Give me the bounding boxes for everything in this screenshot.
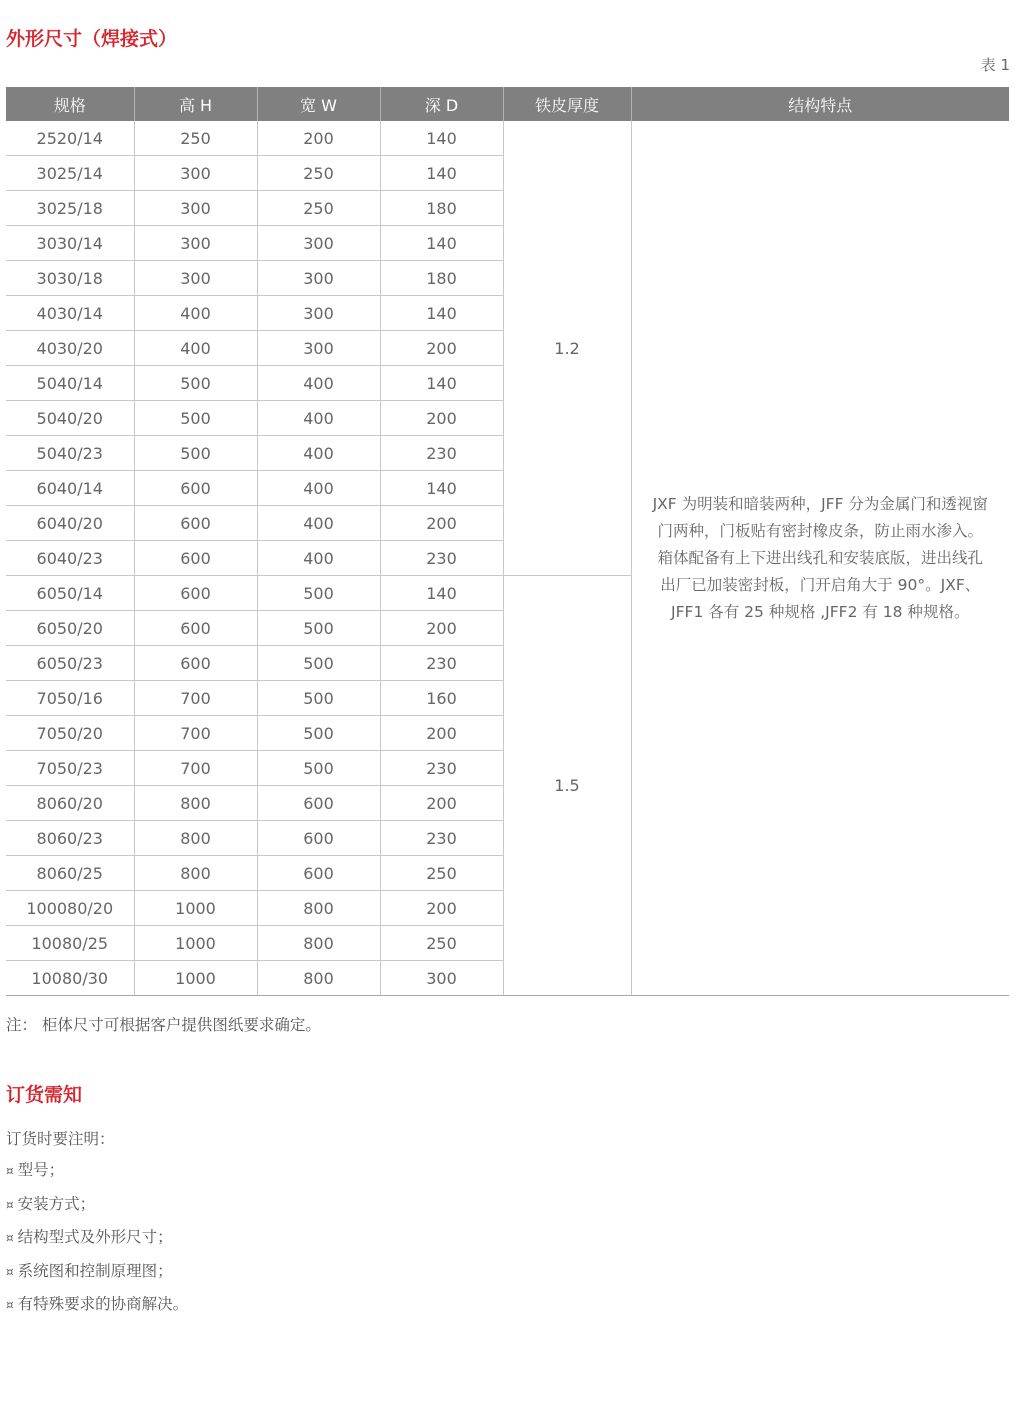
cell-depth: 200: [380, 401, 503, 436]
cell-width: 400: [257, 471, 380, 506]
cell-width: 800: [257, 961, 380, 996]
cell-thickness: 1.2: [503, 121, 631, 576]
cell-spec: 7050/23: [6, 751, 134, 786]
header-height: 高 H: [134, 87, 257, 121]
table-row: [6, 121, 1009, 156]
cell-height: 600: [134, 576, 257, 611]
cell-features: JXF 为明装和暗装两种，JFF 分为金属门和透视窗门两种，门板贴有密封橡皮条，防止雨水渗入。箱体配备有上下进出线孔和安装底版，进出线孔出厂已加装密封板，门开启角大于 90°。JXF、JFF1 各有 25 种规格 ,JFF2 有 18 种规格。: [631, 121, 1009, 996]
cell-spec: 8060/20: [6, 786, 134, 821]
cell-width: 600: [257, 786, 380, 821]
list-item-text: 有特殊要求的协商解决。: [17, 1295, 189, 1313]
list-item: [6, 1261, 188, 1295]
cell-depth: 200: [380, 716, 503, 751]
cell-depth: 230: [380, 821, 503, 856]
cell-depth: 250: [380, 926, 503, 961]
cell-height: 600: [134, 611, 257, 646]
cell-height: 1000: [134, 961, 257, 996]
cell-depth: 200: [380, 611, 503, 646]
cell-height: 800: [134, 786, 257, 821]
cell-spec: 3030/14: [6, 226, 134, 261]
cell-spec: 5040/23: [6, 436, 134, 471]
cell-width: 300: [257, 261, 380, 296]
cell-height: 300: [134, 226, 257, 261]
cell-height: 600: [134, 646, 257, 681]
cell-spec: 4030/14: [6, 296, 134, 331]
cell-depth: 180: [380, 261, 503, 296]
cell-height: 600: [134, 541, 257, 576]
cell-spec: 8060/23: [6, 821, 134, 856]
cell-spec: 3025/14: [6, 156, 134, 191]
cell-spec: 6050/14: [6, 576, 134, 611]
list-item-text: 型号；: [17, 1161, 65, 1179]
cell-spec: 6050/20: [6, 611, 134, 646]
cell-depth: 180: [380, 191, 503, 226]
cell-height: 800: [134, 856, 257, 891]
cell-width: 500: [257, 681, 380, 716]
cell-depth: 300: [380, 961, 503, 996]
ordering-list: [6, 1160, 188, 1328]
cell-width: 800: [257, 926, 380, 961]
cell-depth: 140: [380, 576, 503, 611]
bullet-icon: ¤: [6, 1231, 14, 1245]
cell-spec: 3030/18: [6, 261, 134, 296]
cell-spec: 8060/25: [6, 856, 134, 891]
cell-depth: 230: [380, 541, 503, 576]
cell-height: 500: [134, 401, 257, 436]
cell-width: 800: [257, 891, 380, 926]
cell-height: 600: [134, 471, 257, 506]
header-spec: 规格: [6, 87, 134, 121]
cell-width: 500: [257, 751, 380, 786]
cell-spec: 7050/16: [6, 681, 134, 716]
cell-depth: 160: [380, 681, 503, 716]
cell-depth: 140: [380, 366, 503, 401]
table-body: [6, 121, 1009, 996]
cell-spec: 5040/14: [6, 366, 134, 401]
cell-thickness: 1.5: [503, 576, 631, 996]
cell-spec: 6040/23: [6, 541, 134, 576]
cell-width: 400: [257, 506, 380, 541]
cell-spec: 6040/20: [6, 506, 134, 541]
cell-width: 250: [257, 156, 380, 191]
cell-height: 1000: [134, 891, 257, 926]
list-item-text: 系统图和控制原理图；: [17, 1261, 173, 1280]
list-item: [6, 1160, 188, 1194]
cell-height: 700: [134, 716, 257, 751]
dimensions-table: [6, 87, 1009, 996]
cell-height: 400: [134, 296, 257, 331]
cell-width: 400: [257, 541, 380, 576]
cell-spec: 6040/14: [6, 471, 134, 506]
cell-depth: 140: [380, 121, 503, 156]
bullet-icon: ¤: [6, 1264, 14, 1279]
cell-width: 600: [257, 821, 380, 856]
cell-width: 500: [257, 716, 380, 751]
table-note: 注： 柜体尺寸可根据客户提供图纸要求确定。: [6, 1016, 321, 1034]
cell-width: 200: [257, 121, 380, 156]
cell-height: 400: [134, 331, 257, 366]
cell-depth: 230: [380, 751, 503, 786]
cell-width: 400: [257, 401, 380, 436]
cell-height: 300: [134, 261, 257, 296]
cell-depth: 200: [380, 891, 503, 926]
cell-spec: 7050/20: [6, 716, 134, 751]
cell-height: 500: [134, 436, 257, 471]
table-label: 表 1: [980, 56, 1010, 74]
list-item: [6, 1227, 188, 1261]
header-depth: 深 D: [380, 87, 503, 121]
cell-width: 500: [257, 646, 380, 681]
header-width: 宽 W: [257, 87, 380, 121]
cell-height: 300: [134, 156, 257, 191]
ordering-title: 订货需知: [6, 1084, 83, 1106]
cell-height: 700: [134, 751, 257, 786]
table-header-row: [6, 87, 1009, 121]
cell-width: 500: [257, 611, 380, 646]
cell-depth: 230: [380, 436, 503, 471]
cell-depth: 140: [380, 156, 503, 191]
header-thickness: 铁皮厚度: [503, 87, 631, 121]
cell-height: 700: [134, 681, 257, 716]
bullet-icon: ¤: [6, 1197, 14, 1212]
cell-depth: 200: [380, 786, 503, 821]
cell-spec: 10080/30: [6, 961, 134, 996]
header-features: 结构特点: [631, 87, 1009, 121]
dimensions-title: 外形尺寸（焊接式）: [6, 28, 178, 50]
bullet-icon: ¤: [6, 1298, 14, 1312]
cell-width: 300: [257, 296, 380, 331]
cell-spec: 6050/23: [6, 646, 134, 681]
cell-depth: 230: [380, 646, 503, 681]
cell-spec: 10080/25: [6, 926, 134, 961]
cell-width: 300: [257, 331, 380, 366]
cell-width: 600: [257, 856, 380, 891]
cell-height: 600: [134, 506, 257, 541]
cell-depth: 140: [380, 296, 503, 331]
cell-height: 800: [134, 821, 257, 856]
list-item-text: 结构型式及外形尺寸；: [17, 1228, 173, 1246]
cell-height: 250: [134, 121, 257, 156]
cell-spec: 3025/18: [6, 191, 134, 226]
cell-spec: 100080/20: [6, 891, 134, 926]
cell-depth: 140: [380, 226, 503, 261]
cell-height: 500: [134, 366, 257, 401]
cell-height: 300: [134, 191, 257, 226]
cell-width: 400: [257, 436, 380, 471]
cell-spec: 2520/14: [6, 121, 134, 156]
cell-depth: 140: [380, 471, 503, 506]
cell-height: 1000: [134, 926, 257, 961]
list-item: [6, 1194, 188, 1228]
cell-depth: 250: [380, 856, 503, 891]
cell-width: 250: [257, 191, 380, 226]
cell-width: 500: [257, 576, 380, 611]
list-item-text: 安装方式；: [17, 1194, 96, 1213]
cell-width: 300: [257, 226, 380, 261]
cell-depth: 200: [380, 506, 503, 541]
cell-depth: 200: [380, 331, 503, 366]
list-item: [6, 1294, 188, 1328]
bullet-icon: ¤: [6, 1164, 14, 1178]
cell-spec: 4030/20: [6, 331, 134, 366]
cell-width: 400: [257, 366, 380, 401]
ordering-intro: 订货时要注明：: [6, 1130, 115, 1148]
cell-spec: 5040/20: [6, 401, 134, 436]
